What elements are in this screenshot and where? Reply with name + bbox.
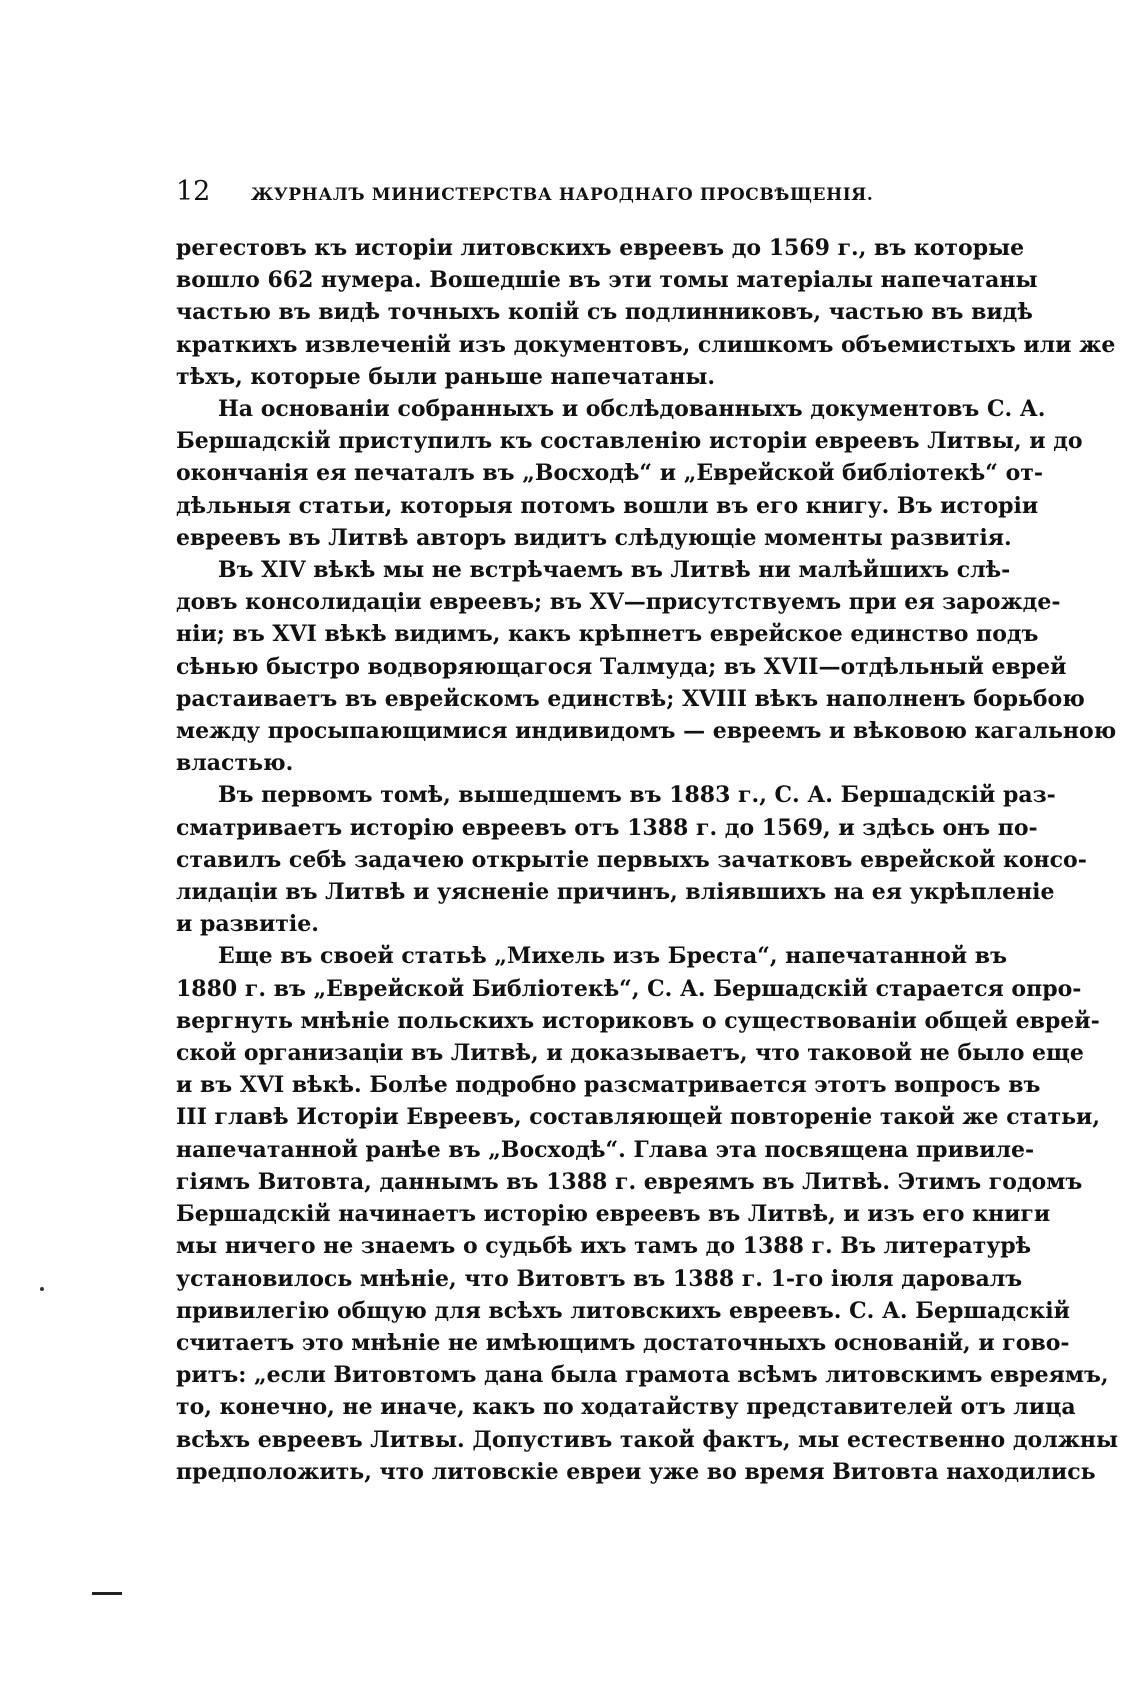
text-line: Еще въ своей статьѣ „Михель изъ Бреста“, напечатанной въ — [218, 943, 1007, 970]
text-line: ской организаціи въ Литвѣ, и доказываетъ, что таковой не было еще — [176, 1040, 1084, 1067]
text-line: краткихъ извлеченій изъ документовъ, слишкомъ объемистыхъ или же — [176, 331, 1116, 358]
text-line: евреевъ въ Литвѣ авторъ видитъ слѣдующіе моменты развитія. — [176, 524, 1012, 551]
text-line: между просыпающимися индивидомъ — евреемъ и вѣковою кагальною — [176, 718, 1117, 745]
text-line: мы ничего не знаемъ о судьбѣ ихъ тамъ до 1388 г. Въ литературѣ — [176, 1233, 1032, 1260]
text-line: властью. — [176, 750, 294, 777]
text-line: и развитіе. — [176, 911, 319, 938]
text-line: окончанія ея печаталъ въ „Восходѣ“ и „Еврейской библіотекѣ“ от- — [176, 460, 1044, 487]
text-line: лидаціи въ Литвѣ и уясненіе причинъ, вліявшихъ на ея укрѣпленіе — [176, 879, 1055, 906]
text-line: дѣльныя статьи, которыя потомъ вошли въ его книгу. Въ исторіи — [176, 492, 1039, 519]
text-line: всѣхъ евреевъ Литвы. Допустивъ такой фактъ, мы естественно должны — [176, 1426, 1119, 1453]
text-line: На основаніи собранныхъ и обслѣдованныхъ документовъ С. А. — [218, 396, 1046, 423]
text-line: регестовъ къ исторіи литовскихъ евреевъ до 1569 г., въ которые — [176, 235, 1025, 261]
text-line: Бершадскій начинаетъ исторію евреевъ въ Литвѣ, и изъ его книги — [176, 1201, 1051, 1228]
text-line: гіямъ Витовта, даннымъ въ 1388 г. евреямъ въ Литвѣ. Этимъ годомъ — [176, 1168, 1083, 1195]
text-line: тѣхъ, которые были раньше напечатаны. — [176, 363, 716, 390]
text-line: привилегію общую для всѣхъ литовскихъ евреевъ. С. А. Бершадскій — [176, 1297, 1070, 1324]
text-line: Въ первомъ томѣ, вышедшемъ въ 1883 г., С. А. Бершадскій раз- — [218, 782, 1056, 809]
body-text — [176, 232, 1119, 1488]
text-line: частью въ видѣ точныхъ копій съ подлинниковъ, частью въ видѣ — [176, 299, 1033, 326]
text-line: Бершадскій приступилъ къ составленію исторіи евреевъ Литвы, и до — [176, 428, 1083, 455]
text-line: и въ XVI вѣкѣ. Болѣе подробно разсматривается этотъ вопросъ въ — [176, 1072, 1041, 1099]
journal-title: ЖУРНАЛЪ МИНИСТЕРСТВА НАРОДНАГО ПРОСВѢЩЕНІЯ. — [251, 185, 874, 205]
text-line: вошло 662 нумера. Вошедшіе въ эти томы матеріалы напечатаны — [176, 267, 1038, 294]
text-line: Въ XIV вѣкѣ мы не встрѣчаемъ въ Литвѣ ни малѣйшихъ слѣ- — [218, 557, 1011, 584]
text-line: установилось мнѣніе, что Витовтъ въ 1388 г. 1-го іюля даровалъ — [176, 1265, 1023, 1292]
page-number: 12 — [176, 176, 211, 207]
text-line: предположить, что литовскіе евреи уже во время Витовта находились — [176, 1458, 1096, 1485]
text-line: ставилъ себѣ задачею открытіе первыхъ зачатковъ еврейской консо- — [176, 846, 1087, 873]
scan-mark — [92, 1592, 122, 1595]
text-line: 1880 г. въ „Еврейской Библіотекѣ“, С. А. Бершадскій старается опро- — [176, 975, 1082, 1002]
text-line: считаетъ это мнѣніе не имѣющимъ достаточныхъ основаній, и гово- — [176, 1329, 1070, 1356]
text-line: ніи; въ XVI вѣкѣ видимъ, какъ крѣпнетъ еврейское единство подъ — [176, 621, 1039, 648]
text-line: довъ консолидаціи евреевъ; въ XV—присутствуемъ при ея зарожде- — [176, 589, 1061, 616]
text-line: сматриваетъ исторію евреевъ отъ 1388 г. до 1569, и здѣсь онъ по- — [176, 814, 1038, 841]
running-head — [176, 176, 1001, 216]
scan-speck — [40, 1287, 44, 1291]
text-line: напечатанной ранѣе въ „Восходѣ“. Глава эта посвящена привиле- — [176, 1136, 1035, 1163]
text-line: ритъ: „если Витовтомъ дана была грамота всѣмъ литовскимъ евреямъ, — [176, 1362, 1109, 1389]
text-line: растаиваетъ въ еврейскомъ единствѣ; XVIII вѣкъ наполненъ борьбою — [176, 685, 1085, 712]
text-line: вергнуть мнѣніе польскихъ историковъ о существованіи общей еврей- — [176, 1007, 1100, 1034]
text-line: то, конечно, не иначе, какъ по ходатайству представителей отъ лица — [176, 1394, 1076, 1421]
text-line: сѣнью быстро водворяющагося Талмуда; въ XVII—отдѣльный еврей — [176, 653, 1067, 680]
text-line: III главѣ Исторіи Евреевъ, составляющей повтореніе такой же статьи, — [176, 1104, 1101, 1131]
